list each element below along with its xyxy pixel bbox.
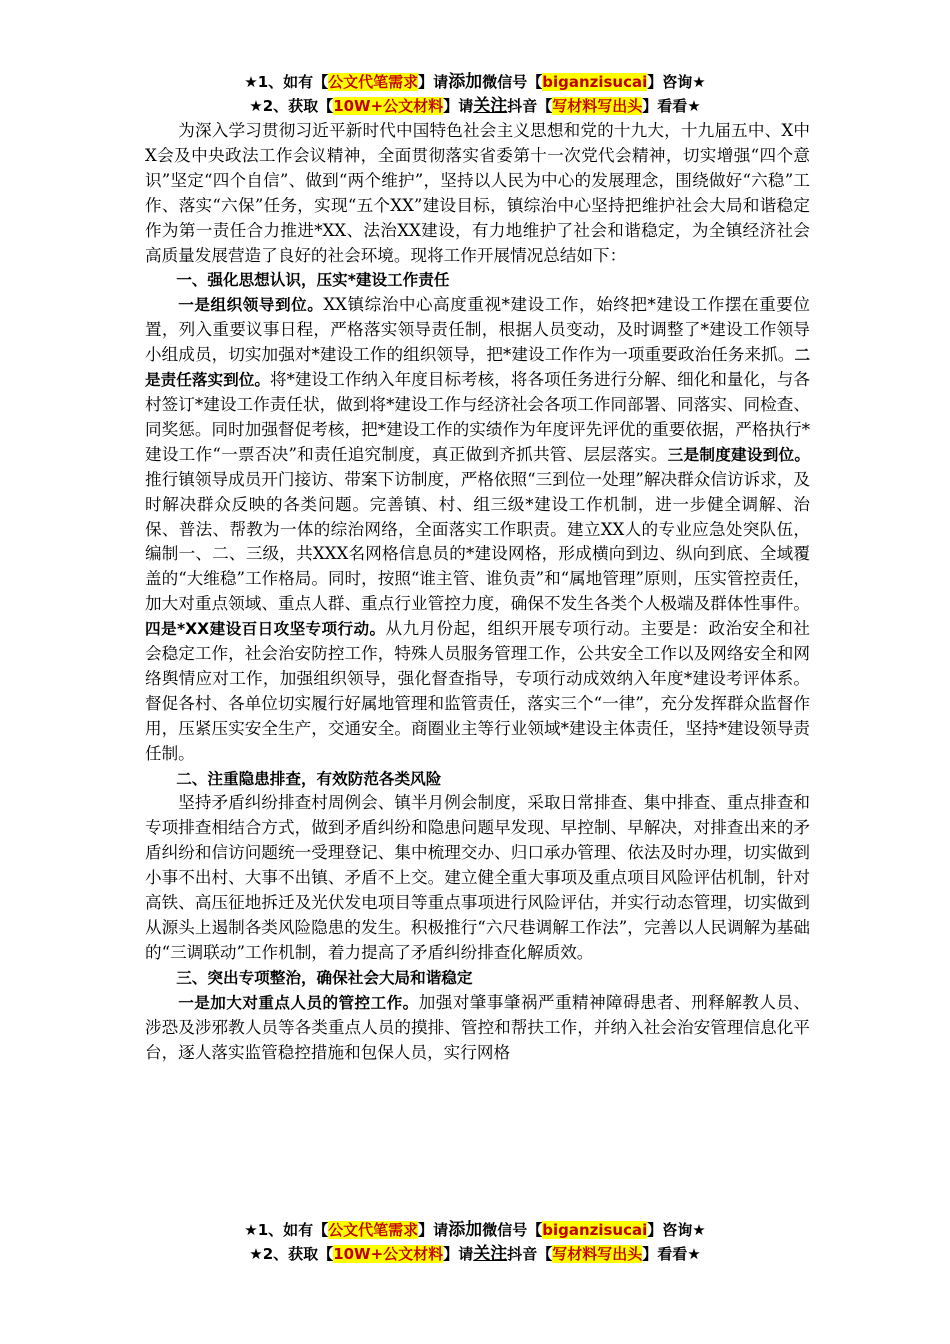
point-label: 一是加大对重点人员的管控工作。 <box>178 993 419 1012</box>
section-heading-2: 二、注重隐患排查，有效防范各类风险 <box>176 769 442 788</box>
highlight-service: 公文代笔需求 <box>328 1221 419 1239</box>
highlight-materials: 10W+公文材料 <box>333 97 444 115</box>
section-heading-3: 三、突出专项整治，确保社会大局和谐稳定 <box>176 968 473 987</box>
footer-banner <box>0 1218 950 1266</box>
intro-paragraph: 为深入学习贯彻习近平新时代中国特色社会主义思想和党的十九大，十九届五中、X中X会及中央政法工作会议精神，全面贯彻落实省委第十一次党代会精神，切实增强“四个意识”坚定“四个自信”、做到“两个维护”，坚持以人民为中心的发展理念，围绕做好“六稳”工作、落实“六保”任务，实现“五个XX”建设目标，镇综治中心坚持把维护社会大局和谐稳定作为第一责任合力推进*XX、法治XX建设，有力地维护了社会和谐稳定，为全镇经济社会高质量发展营造了良好的社会环境。现将工作开展情况总结如下： <box>145 121 810 265</box>
section-heading-1: 一、强化思想认识，压实*建设工作责任 <box>176 271 450 290</box>
header-banner <box>0 70 950 118</box>
banner-line-1: ★1、如有【公文代笔需求】请添加微信号【biganzisucai】咨询★ <box>244 1220 706 1240</box>
point-label: 三是制度建设到位。 <box>667 445 810 464</box>
highlight-wechat-id: biganzisucai <box>542 1221 648 1239</box>
highlight-materials: 10W+公文材料 <box>333 1245 444 1263</box>
banner-line-2: ★2、获取【10W+公文材料】请关注抖音【写材料写出头】看看★ <box>249 96 701 116</box>
point-label: 二是责任落实到位。 <box>145 346 810 390</box>
highlight-douyin: 写材料写出头 <box>552 1245 643 1263</box>
point-label: 四是*XX建设百日攻坚专项行动。 <box>145 620 386 639</box>
document-body <box>145 119 810 1065</box>
section-1-paragraph: 一是组织领导到位。XX镇综治中心高度重视*建设工作，始终把*建设工作摆在重要位置，列入重要议事日程，严格落实领导责任制，根据人员变动，及时调整了*建设工作领导小组成员，切实加强对*建设工作的组织领导，把*建设工作作为一项重要政治任务来抓。二是责任落实到位。将*建设工作纳入年度目标考核，将各项任务进行分解、细化和量化，与各村签订*建设工作责任状，做到将*建设工作与经济社会各项工作同部署、同落实、同检查、同奖惩。同时加强督促考核，把*建设工作的实绩作为年度评先评优的重要依据，严格执行*建设工作“一票否决”和责任追究制度，真正做到齐抓共管、层层落实。三是制度建设到位。推行镇领导成员开门接访、带案下访制度，严格依照“三到位一处理”解决群众信访诉求，及时解决群众反映的各类问题。完善镇、村、组三级*建设工作机制，进一步健全调解、治保、普法、帮教为一体的综治网络，全面落实工作职责。建立XX人的专业应急处突队伍，编制一、二、三级，共XXX名网格信息员的*建设网格，形成横向到边、纵向到底、全域覆盖的“大维稳”工作格局。同时，按照“谁主管、谁负责”和“属地管理”原则，压实管控责任，加大对重点领域、重点人群、重点行业管控力度，确保不发生各类个人极端及群体性事件。四是*XX建设百日攻坚专项行动。从九月份起，组织开展专项行动。主要是：政治安全和社会稳定工作，社会治安防控工作，特殊人员服务管理工作，公共安全工作以及网络安全和网络舆情应对工作，加强组织领导，强化督查指导，专项行动成效纳入年度*建设考评体系。督促各村、各单位切实履行好属地管理和监管责任，落实三个“一律”，充分发挥群众监督作用，压紧压实安全生产，交通安全。商圈业主等行业领域*建设主体责任，坚持*建设领导责任制。 <box>145 295 811 763</box>
point-label: 一是组织领导到位。 <box>178 296 324 315</box>
section-2-paragraph: 坚持矛盾纠纷排查村周例会、镇半月例会制度，采取日常排查、集中排查、重点排查和专项排查相结合方式，做到矛盾纠纷和隐患问题早发现、早控制、早解决，对排查出来的矛盾纠纷和信访问题统一受理登记、集中梳理交办、归口承办管理、依法及时办理，切实做到小事不出村、大事不出镇、矛盾不上交。建立健全重大事项及重点项目风险评估机制，针对高铁、高压征地拆迁及光伏发电项目等重点事项进行风险评估，并实行动态管理，切实做到从源头上遏制各类风险隐患的发生。积极推行“六尺巷调解工作法”，完善以人民调解为基础的“三调联动”工作机制，着力提高了矛盾纠纷排查化解质效。 <box>145 793 810 962</box>
highlight-douyin: 写材料写出头 <box>552 97 643 115</box>
banner-line-2: ★2、获取【10W+公文材料】请关注抖音【写材料写出头】看看★ <box>249 1244 701 1264</box>
banner-line-1: ★1、如有【公文代笔需求】请添加微信号【biganzisucai】咨询★ <box>244 72 706 92</box>
highlight-wechat-id: biganzisucai <box>542 73 648 91</box>
highlight-service: 公文代笔需求 <box>328 73 419 91</box>
section-3-paragraph: 一是加大对重点人员的管控工作。加强对肇事肇祸严重精神障碍患者、刑释解教人员、涉恐及涉邪教人员等各类重点人员的摸排、管控和帮扶工作，并纳入社会治安管理信息化平台，逐人落实监管稳控措施和包保人员，实行网格 <box>145 992 810 1062</box>
